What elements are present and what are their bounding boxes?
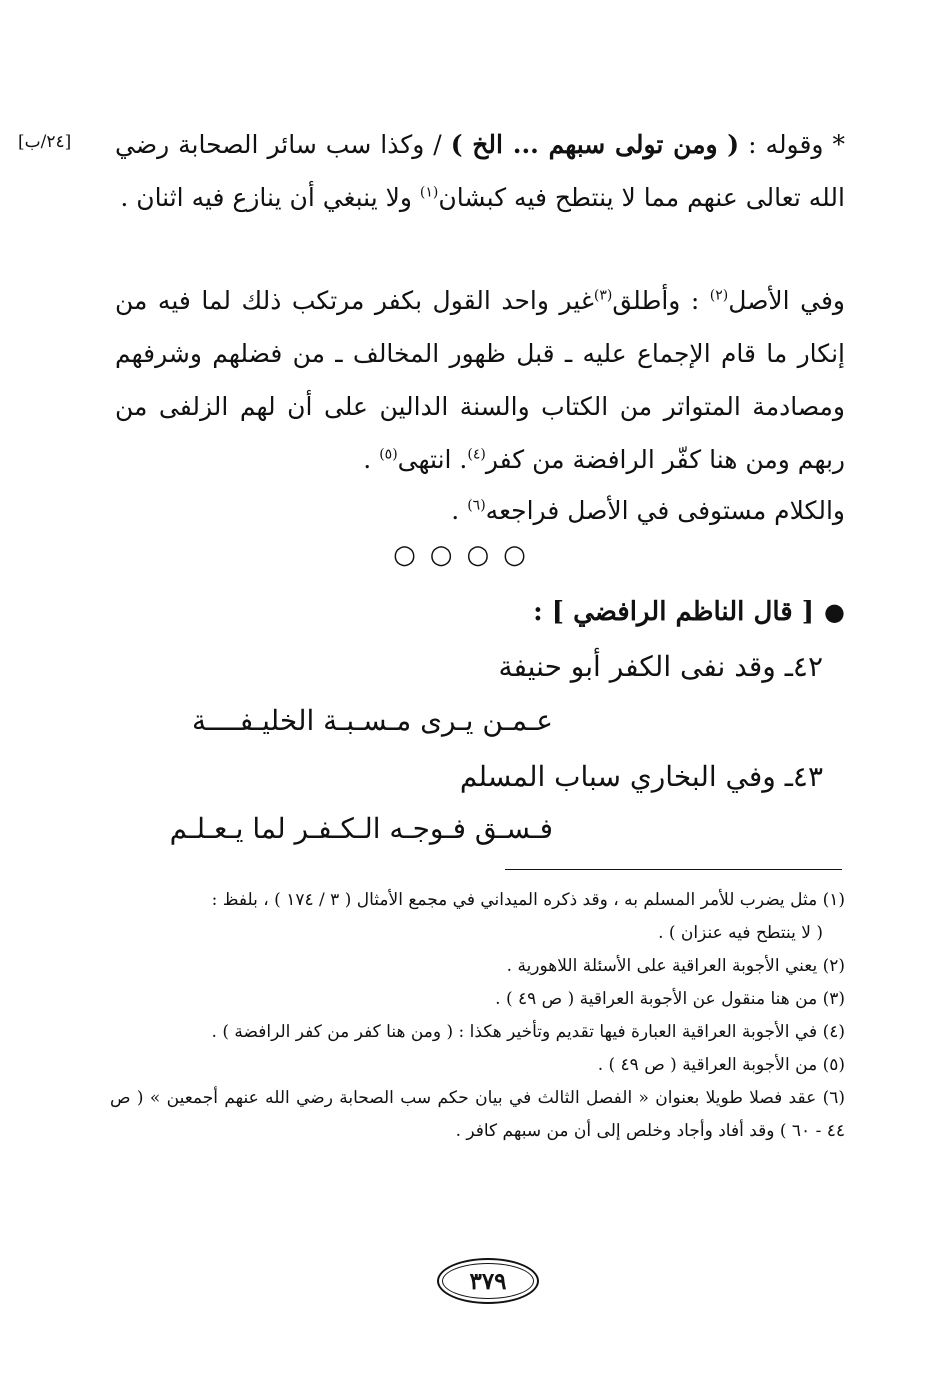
poet-heading-text: [ قال الناظم الرافضي ] :	[533, 597, 815, 627]
para2-text-a: وفي الأصل	[728, 286, 845, 315]
verse-42-second-hemistich: عـمـن يـرى مـسـبـة الخليـفــــة	[191, 704, 553, 737]
footnote-ref-1[interactable]: (١)	[419, 184, 439, 201]
footnote-ref-6[interactable]: (٦)	[467, 497, 486, 514]
para1-lead: * وقوله :	[739, 130, 845, 159]
footnote-ref-4[interactable]: (٤)	[467, 446, 486, 463]
para2-text-e: .	[363, 445, 380, 474]
verse-42-first-hemistich: ٤٢ـ وقد نفى الكفر أبو حنيفة	[498, 650, 823, 683]
para2-text-b: : وأطلق	[612, 286, 710, 315]
footnote-separator	[505, 869, 842, 870]
para2-text-c: غير واحد القول بكفر مرتكب ذلك لما فيه من إنكار ما قام الإجماع عليه ـ قبل ظهور المخالف ـ من فضلهم وشرفهم ومصادمة المتواتر من الكتاب والسنة الدالين على أن لهم الزلفى من ربهم ومن هنا كفّر الرافضة من كفر	[115, 286, 845, 474]
bullet-icon: ●	[824, 598, 845, 626]
page-number-badge	[437, 1258, 539, 1304]
footnote-3: (٣) من هنا منقول عن الأجوبة العراقية ( ص ٤٩ ) .	[495, 989, 845, 1009]
footnote-ref-5[interactable]: (٥)	[379, 446, 398, 463]
para1-text-a: / وكذا سب سائر الصحابة رضي الله تعالى عنهم مما لا ينتطح فيه كبشان	[115, 130, 845, 212]
paragraph-1	[115, 118, 845, 224]
verse-43-second-hemistich: فـسـق فـوجـه الـكـفـر لما يـعـلـم	[169, 812, 553, 845]
paragraph-2	[115, 274, 845, 486]
manuscript-folio-reference: [٢٤/ب]	[18, 132, 72, 152]
verse-43-first-hemistich: ٤٣ـ وفي البخاري سباب المسلم	[459, 760, 823, 793]
para3-text-b: .	[451, 496, 468, 525]
footnote-6: (٦) عقد فصلا طويلا بعنوان « الفصل الثالث في بيان حكم سب الصحابة رضي الله عنهم أجمعين » ( ص ٤٤ - ٦٠ ) وقد أفاد وأجاد وخلص إلى أن من سبهم كافر .	[110, 1088, 845, 1141]
section-divider: ○○○○	[393, 540, 540, 570]
footnotes	[110, 884, 845, 1148]
footnote-2: (٢) يعني الأجوبة العراقية على الأسئلة اللاهورية .	[506, 956, 845, 976]
paragraph-3	[115, 484, 845, 537]
footnote-ref-3[interactable]: (٣)	[593, 287, 613, 304]
para1-quote: ( ومن تولى سبهم ... الخ )	[450, 130, 740, 159]
footnote-1-continued: ( لا ينتطح فيه عنزان ) .	[658, 923, 823, 943]
para1-text-b: ولا ينبغي أن ينازع فيه اثنان .	[120, 183, 420, 212]
para2-text-d: . انتهى	[397, 445, 468, 474]
footnote-ref-2[interactable]: (٢)	[709, 287, 729, 304]
footnote-4: (٤) في الأجوبة العراقية العبارة فيها تقديم وتأخير هكذا : ( ومن هنا كفر من كفر الرافضة ) .	[211, 1022, 845, 1042]
footnote-1: (١) مثل يضرب للأمر المسلم به ، وقد ذكره الميداني في مجمع الأمثال ( ٣ / ١٧٤ ) ، بلفظ :	[211, 890, 845, 910]
footnote-5: (٥) من الأجوبة العراقية ( ص ٤٩ ) .	[597, 1055, 845, 1075]
page-number: ٣٧٩	[469, 1267, 507, 1295]
para3-text-a: والكلام مستوفى في الأصل فراجعه	[485, 496, 845, 525]
poet-heading	[533, 588, 845, 636]
